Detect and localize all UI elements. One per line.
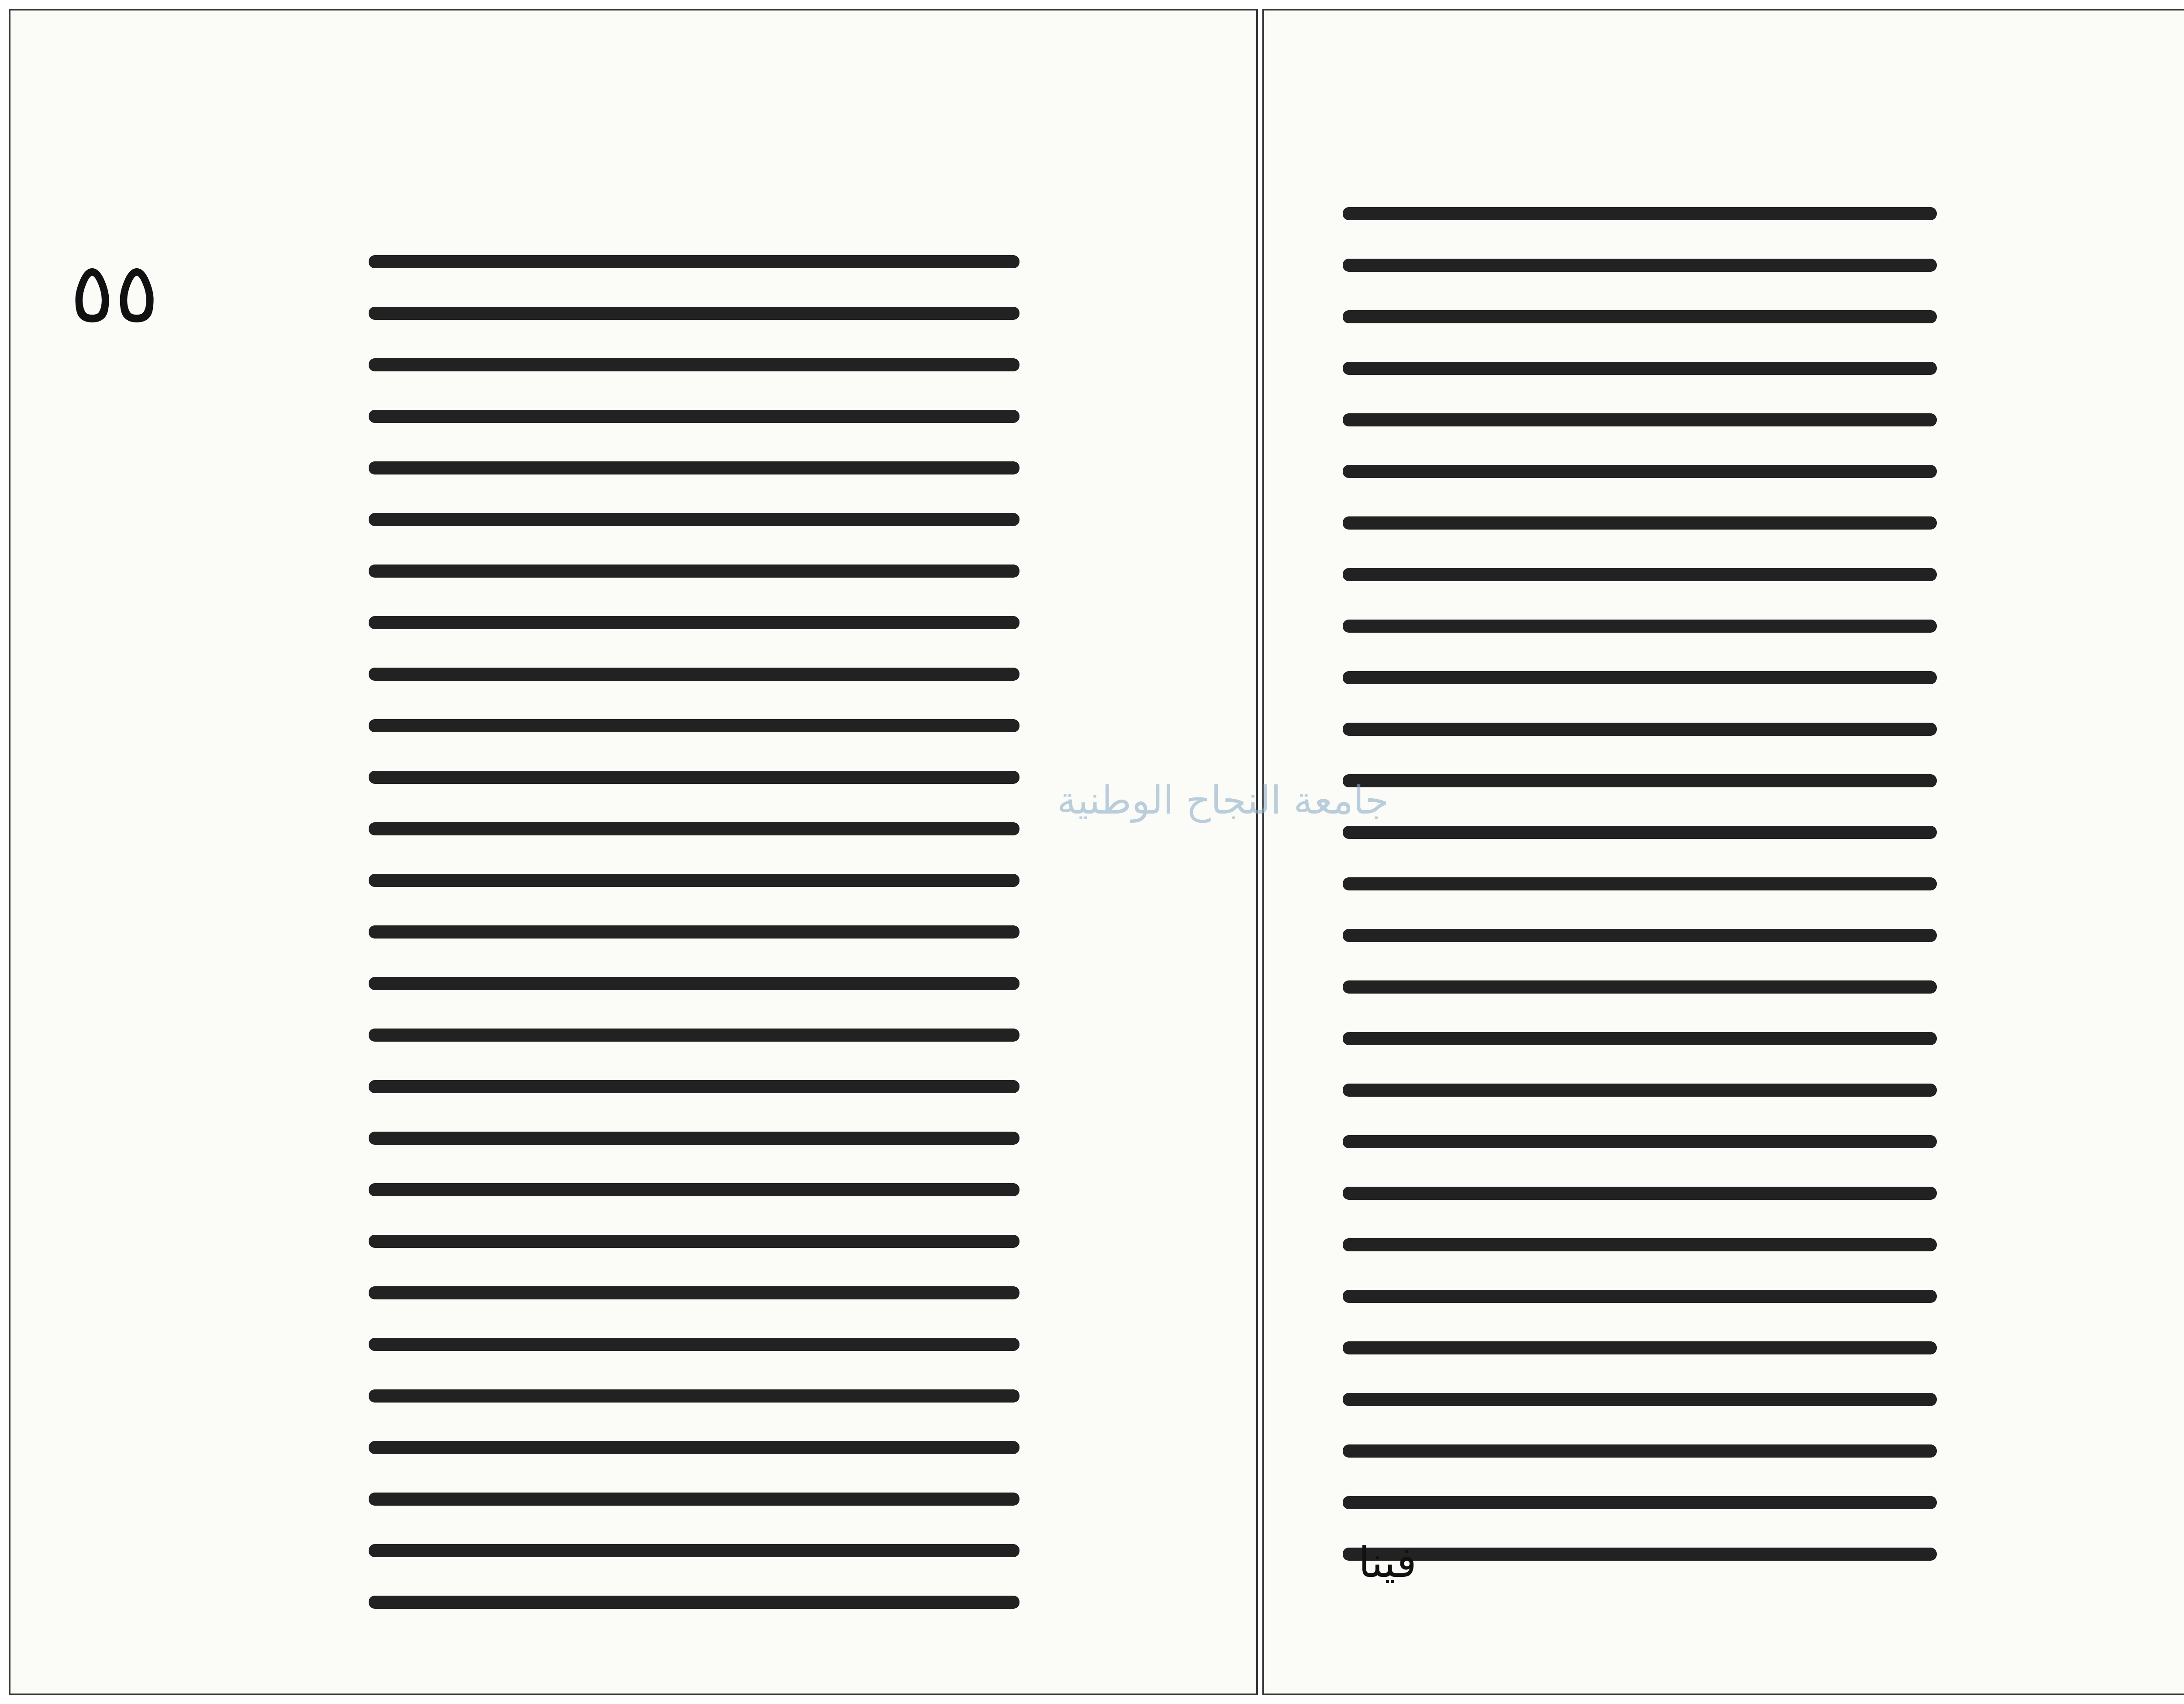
library-stamp: جامعة النجاح الوطنية [1057,778,1389,823]
handwritten-line [1343,1290,1937,1303]
handwritten-line [369,874,1019,887]
left-manuscript-page [9,9,1258,1695]
handwritten-line [369,668,1019,681]
handwritten-line [1343,362,1937,375]
handwritten-line [369,1596,1019,1609]
handwritten-line [1343,980,1937,994]
handwritten-line [1343,1393,1937,1406]
handwritten-line [1343,516,1937,530]
handwritten-line [1343,465,1937,478]
handwritten-text-block-left [10,10,1256,1694]
handwritten-line [1343,1444,1937,1458]
handwritten-line [369,1080,1019,1093]
handwritten-line [1343,1496,1937,1509]
handwritten-line [369,977,1019,990]
handwritten-line [369,1389,1019,1403]
handwritten-line [369,1493,1019,1506]
handwritten-line [1343,568,1937,581]
handwritten-line [369,822,1019,835]
handwritten-line [1343,1548,1937,1561]
handwritten-line [369,1183,1019,1196]
handwritten-line [369,1132,1019,1145]
handwritten-line [1343,671,1937,684]
handwritten-line [1343,826,1937,839]
handwritten-line [369,513,1019,526]
handwritten-line [369,925,1019,939]
handwritten-line [1343,207,1937,220]
handwritten-line [1343,413,1937,426]
handwritten-text-block-right [1264,10,2184,1694]
handwritten-line [369,1441,1019,1454]
handwritten-line [369,410,1019,423]
handwritten-line [369,719,1019,732]
handwritten-line [1343,1084,1937,1097]
handwritten-line [1343,620,1937,633]
catchword: فينا [1358,1538,1417,1587]
handwritten-line [1343,723,1937,736]
handwritten-line [1343,1238,1937,1251]
handwritten-line [369,461,1019,474]
handwritten-line [1343,929,1937,942]
handwritten-line [1343,310,1937,323]
handwritten-line [1343,1341,1937,1354]
handwritten-line [1343,1135,1937,1148]
handwritten-line [1343,259,1937,272]
handwritten-line [369,1235,1019,1248]
handwritten-line [1343,877,1937,890]
handwritten-line [369,1544,1019,1557]
handwritten-line [369,255,1019,268]
handwritten-line [1343,1032,1937,1045]
handwritten-line [369,616,1019,629]
handwritten-line [369,358,1019,371]
handwritten-line [369,1338,1019,1351]
folio-number: ٥٥ [70,245,159,341]
handwritten-line [369,1029,1019,1042]
right-manuscript-page [1262,9,2184,1695]
handwritten-line [369,1286,1019,1299]
handwritten-line [369,307,1019,320]
handwritten-line [369,565,1019,578]
handwritten-line [1343,1187,1937,1200]
handwritten-line [1343,774,1937,787]
handwritten-line [369,771,1019,784]
